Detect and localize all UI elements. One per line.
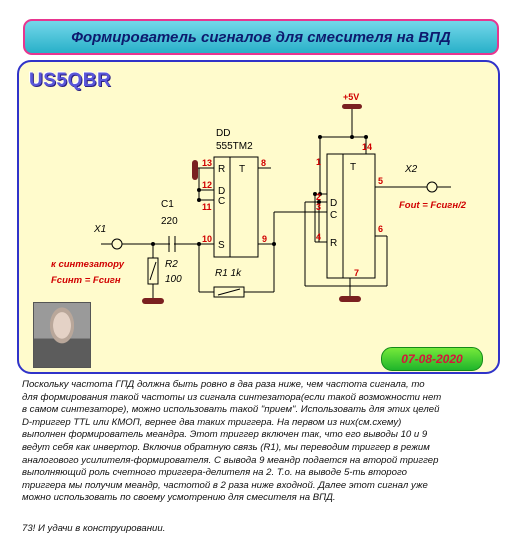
- r2-value: 100: [165, 274, 182, 285]
- pin-9: 9: [262, 234, 268, 244]
- ground-pin7: [339, 296, 361, 302]
- pin-1: 1: [316, 157, 322, 167]
- date-badge: [381, 347, 483, 371]
- r2-label: R2: [165, 259, 178, 270]
- ff1-T: T: [239, 164, 246, 175]
- pin-13: 13: [202, 158, 213, 168]
- date-text: 07-08-2020: [401, 352, 463, 366]
- pin-10: 10: [202, 234, 213, 244]
- pin-14: 14: [362, 142, 373, 152]
- ff1-R: R: [218, 164, 226, 175]
- pin-5: 5: [378, 176, 384, 186]
- ff1-S: S: [218, 240, 225, 251]
- pin-4: 4: [316, 232, 322, 242]
- chip-part: 555ТМ2: [216, 141, 253, 152]
- ff2-T: T: [350, 162, 357, 173]
- pin-12: 12: [202, 180, 213, 190]
- title-banner: [23, 19, 499, 55]
- terminal-pin13: [192, 160, 198, 180]
- ff2-R: R: [330, 238, 338, 249]
- closing-text: 73! И удачи в конструировании.: [22, 523, 166, 534]
- supply-label: +5V: [343, 92, 360, 102]
- ff2-D: D: [330, 198, 338, 209]
- output-note: Fout = Fсигн/2: [399, 200, 467, 211]
- c1-value: 220: [161, 216, 178, 227]
- x1-connector: [112, 239, 122, 249]
- page-title: Формирователь сигналов для смесителя на ВПД: [71, 28, 451, 46]
- ff1-C: C: [218, 196, 226, 207]
- c1-label: C1: [161, 199, 174, 210]
- input-note-line2: Fсинт = Fсигн: [51, 275, 121, 286]
- x1-label: X1: [94, 224, 107, 235]
- ff1-D: D: [218, 186, 226, 197]
- chip-name: DD: [216, 128, 231, 139]
- ground-r2: [142, 298, 164, 304]
- r1-label: R1 1k: [215, 268, 242, 279]
- schematic-panel: [17, 60, 500, 374]
- pin-7: 7: [354, 268, 360, 278]
- description-text: Поскольку частота ГПД должна быть ровно в два раза ниже, чем частота сигнала, то для формирования такой частоты из сигнала синтезатора(если такой возможности нет в самом синтезаторе), можно использовать такой "прием". Использовать для этих целей D-триггер TTL или КМОП, вернее два таких триггера. На первом из них(см.схему) выполнен формирователь меандра. Этот триггер включен так, что его выводы 10 и 9 ведут себя как инвертор. Включив обратную связь (R1), мы переводим триггер в режим аналогового усилителя-формирователя. С вывода 9 меандр подается на второй триггер выполняющий роль счетного триггера-делителя на 2. Т.о. на выводе 5-ть второго триггера мы получим меандр, частотой в 2 раза ниже входной. Далее этот сигнал уже можно использовать по своему усмотрению для смесителя на ВПД.: [22, 379, 442, 504]
- pin-11: 11: [202, 202, 212, 212]
- supply-terminal: [342, 104, 362, 109]
- author-photo: [33, 302, 91, 368]
- callsign-logo: US5QBR: [29, 70, 112, 91]
- pin-8: 8: [261, 158, 267, 168]
- pin-6: 6: [378, 224, 384, 234]
- ff2-C: C: [330, 210, 338, 221]
- pin-2: 2: [316, 192, 322, 202]
- input-note-line1: к синтезатору: [51, 259, 124, 270]
- x2-label: X2: [405, 164, 418, 175]
- x2-connector: [427, 182, 437, 192]
- pin-3: 3: [316, 202, 322, 212]
